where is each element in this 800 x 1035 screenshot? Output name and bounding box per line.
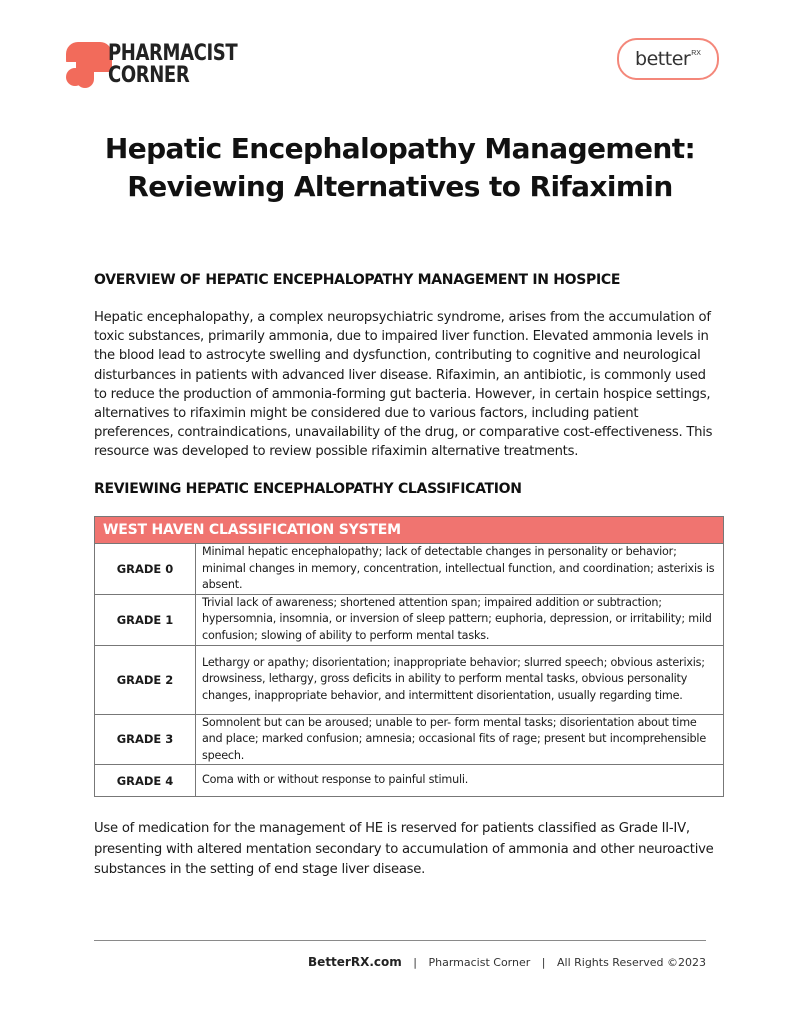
logo-wordmark	[108, 43, 237, 87]
table-row	[95, 544, 724, 595]
logo-line-1: PHARMACIST	[108, 41, 238, 66]
grade-description: Somnolent but can be aroused; unable to per- form mental tasks; disorientation about time and place; marked confusion; amnesia; occasional fits of rage; present but incomprehensible speech.	[196, 714, 724, 765]
pharmacist-corner-logo-icon	[66, 42, 94, 88]
grade-description: Coma with or without response to painful stimuli.	[196, 765, 724, 797]
page-title-line-1: Hepatic Encephalopathy Management:	[104, 132, 696, 165]
table-row	[95, 594, 724, 645]
grade-label: GRADE 1	[95, 594, 196, 645]
betterrx-logo	[617, 38, 719, 80]
table-header: WEST HAVEN CLASSIFICATION SYSTEM	[95, 517, 724, 544]
grade-label: GRADE 3	[95, 714, 196, 765]
table-row	[95, 765, 724, 797]
table-row	[95, 645, 724, 714]
page-title	[0, 130, 800, 206]
footer-brand-link[interactable]: BetterRX.com	[308, 955, 402, 969]
table-row	[95, 714, 724, 765]
footer-divider	[94, 940, 706, 941]
footer-section: Pharmacist Corner	[428, 956, 531, 969]
grade-label: GRADE 0	[95, 544, 196, 595]
overview-paragraph: Hepatic encephalopathy, a complex neuropsychiatric syndrome, arises from the accumulation of toxic substances, primarily ammonia, due to impaired liver function. Elevated ammonia levels in the blood lead to astrocyte swelling and dysfunction, contributing to cognitive and neurological disturbances in patients with advanced liver disease. Rifaximin, an antibiotic, is commonly used to reduce the production of ammonia-forming gut bacteria. However, in certain hospice settings, alternatives to rifaximin might be considered due to various factors, including patient preferences, contraindications, unavailability of the drug, or comparative cost-effectiveness. This resource was developed to review possible rifaximin alternative treatments.	[94, 310, 713, 460]
section-heading-overview: OVERVIEW OF HEPATIC ENCEPHALOPATHY MANAGEMENT IN HOSPICE	[94, 272, 621, 288]
section-heading-classification: REVIEWING HEPATIC ENCEPHALOPATHY CLASSIFICATION	[94, 481, 522, 497]
page-title-line-2: Reviewing Alternatives to Rifaximin	[127, 170, 673, 203]
footer	[308, 955, 706, 969]
closing-paragraph: Use of medication for the management of HE is reserved for patients classified as Grade II-IV, presenting with altered mentation secondary to accumulation of ammonia and other neuroactive substances in the setting of end stage liver disease.	[94, 821, 714, 877]
grade-description: Lethargy or apathy; disorientation; inappropriate behavior; slurred speech; obvious asterixis; drowsiness, lethargy, gross deficits in ability to perform mental tasks, obvious personality changes, inappropriate behavior, and intermittent disorientation, usually regarding time.	[196, 645, 724, 714]
grade-label: GRADE 2	[95, 645, 196, 714]
pharmacist-corner-logo	[66, 40, 266, 90]
betterrx-logo-sup: RX	[691, 49, 701, 57]
grade-description: Minimal hepatic encephalopathy; lack of detectable changes in personality or behavior; minimal changes in memory, concentration, intellectual function, and coordination; asterixis is absent.	[196, 544, 724, 595]
footer-separator: |	[413, 956, 417, 969]
footer-separator: |	[541, 956, 546, 969]
west-haven-table	[94, 516, 724, 797]
betterrx-logo-text: better	[635, 48, 691, 70]
logo-line-2: CORNER	[108, 63, 190, 88]
grade-label: GRADE 4	[95, 765, 196, 797]
footer-rights: All Rights Reserved ©2023	[556, 956, 706, 969]
grade-description: Trivial lack of awareness; shortened attention span; impaired addition or subtraction; hypersomnia, insomnia, or inversion of sleep pattern; euphoria, depression, or irritability; mild confusion; slowing of ability to perform mental tasks.	[196, 594, 724, 645]
